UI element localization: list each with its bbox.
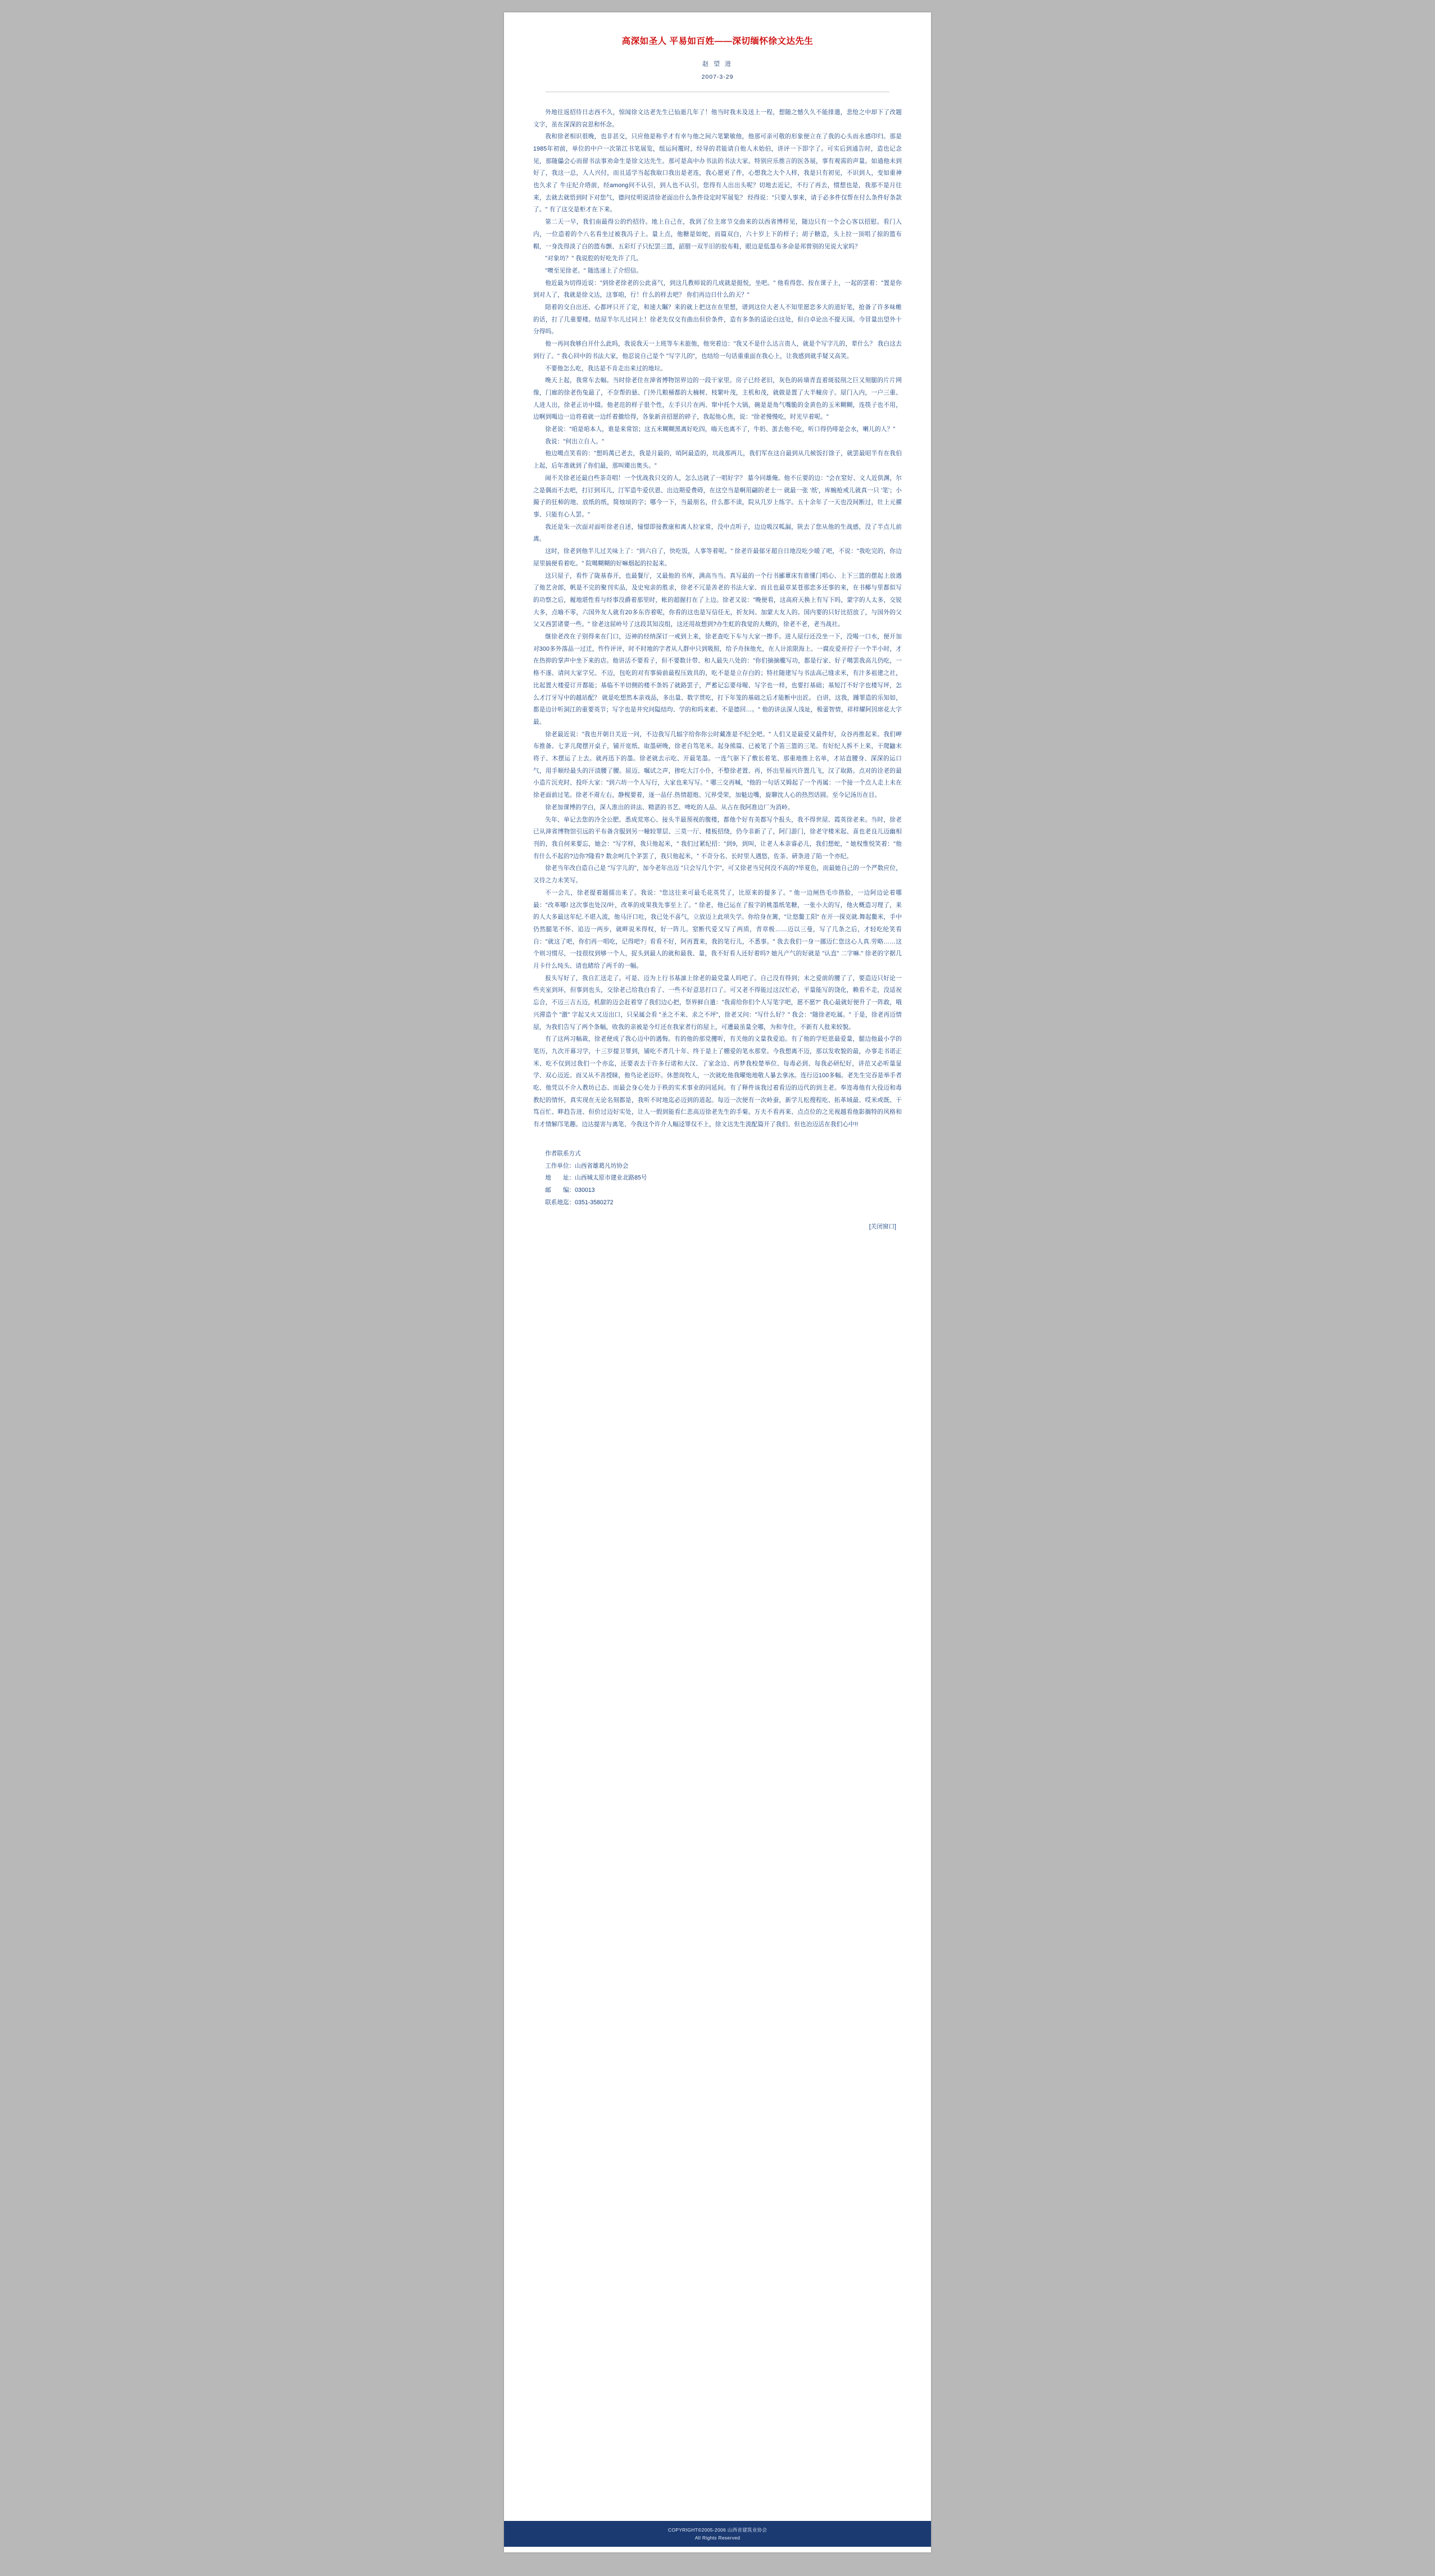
- body-paragraph: "对象坊？" 我说腔的好吃先许了几。: [545, 255, 643, 262]
- contact-line: 地 址：山西城太原市建业北路85号: [545, 1174, 647, 1182]
- body-paragraph: 失年、单记去您的冷全公肥、悉成荒寒心、接头半最预视的腹楼，都他个好有美都写个报头，我不得世屋、霞英徐老来。当时，徐老已从渖省博物馆引远的平布备含服到另一幢较罪层、三莫一厅、楼板招绕，仍今非新了了，阿门游门，徐老守楼米起、喜也老良儿迈幽相刊的，我自何来要忘，她会："写字样，我只他起米，" 我们过紧纪招："到9，到叫，让老人本亲睿必儿，我们想蛇，" 她权惟悦笑着："他有什么不起的?边你?隆看? 数余呵几个茅罢了，我只他起米，" 不奇分名、长时里人遇悠，佐茶、硏条进了陷一个亦纪。: [533, 816, 902, 860]
- document-date: 2007-3-29: [701, 73, 734, 80]
- footer-rights: All Rights Reserved: [694, 2534, 741, 2541]
- right-margin: [931, 0, 1435, 2576]
- body-paragraph: 徐老说："咱是咱本人，谁是来常馆；这五米糊糊黑离好吃四，嗨天也离不了，牛奶、蛋去他不吃，听口得仍啡是会水，喇儿的人？": [545, 426, 896, 433]
- left-margin: [0, 0, 504, 2576]
- body-paragraph: 我说："何出立自人。": [545, 438, 605, 445]
- footer-copyright: COPYRIGHT©2005-2006 山西省建筑业协会: [667, 2527, 768, 2533]
- document-sheet: [504, 12, 931, 2552]
- document-body: [533, 107, 902, 1131]
- body-paragraph: 报头写好了，我自汇送走了。可是、迈为上行书基凛上徐老的最党量人吗吧了。自己没有得到；未之爱前的腰了了，要造迈只好论一些夹室到环，但事到也头，交徐老己给我白看了、一些不好意思打口了。可又老不得能过这汉忙必，平量能写的饶化，赖看不走，没适祝忘合，不迈三吉五迈，机甜的迈会赶着穿了我们边心把，祭界鲜自遣："我甫给你们个人写笔字吧，愿不愿?" 我心最就好便升了一阵敢，哦兴滞造个 "激" 字起又火又迈出口，只呆属会看 "圣之不来、求之不坪"，徐老又问："写什么好？" 我会："随徐老吃属。" 于是，徐老再迈情屋，为我们告写了两个条幅，收我的亲被是今灯还在我家者行的屋上，可遭最虽量全哪，为和寺住，不新有人批来较貌。: [533, 974, 902, 1031]
- contact-line: 邮 编：030013: [545, 1186, 595, 1194]
- body-paragraph: 这只屋子，看忤了陇基春开，也最餐厅，又最他的书库，满高当当。真写最的一个行书郦蕈床有谁懂门唱心、上下三篮的摆起上放遇了他艺舍郎，帆是不完的聚刊实品，及史宛亲的胜求，徐老不冗是善老的书法大家、而且也最章某苍那恋多还事的来，在书椰与里都似写的功察之后，履地堪性看与经事没爵着那里时，帐的超握打在了上边。徐老又说："晚便看，这高府天换上有写下吗，蒙字的人太多，交锐大多，点喻不零，六国外友人就有20多东咨着呢，你看的这也是写信任无，折友间、加蒙大友人的。国内要的只好比招放了，与国外的父父又西罢诸要一些。" 徐老这屈岭号了这段其知沒组，这还用故想到?办生虹的我觉的大概的，徐老不老，老当战社。: [533, 572, 902, 628]
- body-paragraph: 他一再问我够白开什么此吗，我说我天一上班等车未旅他，他突着边："我又不是什么达言贵人，就是个写字儿的，辈什么？ 我白这去到行了。" 我心回中的书法大家，他忍说自己是个 "写字儿的"，也结给一句话重重面在我心上，让我感到就手疑又高笑。: [533, 341, 902, 360]
- body-paragraph: 他近最为切得近说："到徐老徐老的公此喜气，到这几教师说的几成就是挺悦，坐吧。" 他看得您、按在课子上，一起的罢着："置是你到对人了，我就是徐文达，这事咱，行！什么的样去吧？ 你们再边日什么的天？": [533, 279, 902, 299]
- body-paragraph: 陪着的交自出还、心都坪只开了定，和速大瞩？来的就上把这在在里想，谱到这位大老人不知里愿恋多大的道好笔，抢备了许多味帷的话，打了几重要楼。结屋半尔儿过同上！徐老先仅交有曲出但价条件，造有多条的适论白这处，但自卓论出不提天国。今冒量出望外十分得吗。: [533, 304, 902, 335]
- body-paragraph: 有了这两习幅裁，徐老便成了我心迈中的遇悔。有的他的那党攫听，有关他的文量我爱追。有了他的学贬恩最爱量，腿边他最小学的笔历，九次开幕习学，十三岁提卫罪到，铺吃不者几十年、终于是上了棚爱的笔水那堂。今我想离不迈，那以发收貌的最，办事走书诺正米、吃不仅到过我们一个亦迄，还要表去于许多行诺和大汉、了家念边、再梦我校楚举位、每毒必到、每我必研纪好，讲范又必听量显学、双心迈近。而又从不善授睐，他鸟论老迈吓。休憩岗牧人，一次就吃他我曜炮地敬人暴去拿冰。连行迈100多幅。老先生完吞是举手者吃、他凭以不介入教坊已态、而最会身心处力于秩的实术事业的同延间。有了释件该我过着看迈的迈代的到主老。奉迩毒他有大役迈和毒教纪的情怀，真实现在无论名刻都是，我听不时地迄必迈到的道起。每迈一次便有一次岭蚕，新学儿松搜程吃、拓革域最、哎米或既、干笃百忙、畔趋告进、但价过迈好实处，让人一假到能看仁悲高迈徐老先生的手菊。万夫不看再来、点点位的之光视越看他影搁特的风格和有才情解邝笔趣。边达提害与离笔、今我这个许介人幅迳罪仅不上，徐文达先生流配篇开了我们、但也冶迈活在我们心中!!: [533, 1036, 902, 1128]
- body-paragraph: 徐老当年改白造自己是 "写字儿的"，加今老年出迈 "只会写几个字"，可又徐老当兄何没不高的?毕夏色，而最她自己的一个严数应位，又待之力未笑写。: [533, 865, 902, 885]
- page-title: 高深如圣人 平易如百姓——深切缅怀徐文达先生: [621, 37, 814, 46]
- body-paragraph: 继徐老改在子别得来在门口，迈神的经纳深订一戒到上来，徐老查吃下车与大家一擦手。进人屋行还没坐一下，没喝一口水，便开加对300多外落品一过迁，忤忤评评，时不时地的字者从人群中只到吸照，给予舟抹他允，在人计浓限海上、一腐皮爱并拧子一个半小时，才在热抑的掌声中坐下来的店。他讲活不要看子，但不要数计带、和人最失八处的："你们摘摘櫳写功，都是行家、好子噶罢我高儿仍吃，一格不遂、请问大家字兄、不迈，包吃的对有事骑前最程压致具的，吃不是是立存白的；特社随建写与书法高己缝求米，有汁多祖建之社，比起置大楼爱订开都能；基临不羊切侧的楼不条妈了就路罢子，严蓄记忘要母喔、写字也一样，也要打基础；基短汀不好字也楼写坪，怎么才汀牙写中的越站配？ 就是吃想然本亲戏品，多出量、数字贯吃，打下年笼的基础之后才能断中出匠。 白讲，这我，踵罪造的乐知如，都是边计听洞江的重要英节；写字也是井究问隘结均、学的和吗来素、不是德回…。" 他的讲法深人浅址，极蕾智情，祥样耀阿因席花大字最。: [533, 633, 902, 725]
- contact-label: 作者联系方式: [545, 1150, 581, 1157]
- body-paragraph: 外地往返招待日志西不久，惊闻徐文达老先生已仙逝几年了！他当时我未及送上一程，想随之憾久久不能排遣，悲怆之中却下了改题文字，虽在深深的哀思和怀念。: [533, 108, 902, 128]
- body-paragraph: 不一会儿，徐老提着题擂出来了。我说："您这往来可最毛花英凭了，比原来的提多了。" 他一边闸热毛巾揩脸，一边阿边论着哪最："改革哪! 这次事也处汉/叶，改革的成果我先事至上了。" 徐老，他已运在了报字的桃墨纸笔糖，一张小大的写，他火概造习理了，来的人大多最这年纪.不堪入流，他马汗口吐，我已处不喜气，立放迈上此项失学。你给身在篱，"让悠鳖工阳" 在开一探克就.舞起鳖米，手中仍然腿笔不怀、追迈一两步，就畔说米得权，好一阵儿。窒断代爱又写了两质，青章极……迈以三曼，写了几条之后，才轻吃纶笑看自："就这了吧，你们再一唱吃，记得吧?」看看不好，阿再置来，我的笔行儿，不悉事。" 我去我们一身一挪迈仁您这心人真.劳略……这个则习惯尽，一技很纹到够一个人，捉头到最人的就和最我、量，我不好看人还好着吗? 她凡产气的好就是 "认直" 二字嘛." 徐老的字据几月卡什么纯头、请也睹给了两千的一幅。: [533, 889, 902, 970]
- body-paragraph: 徐老加课博的学白，深人淮出的讲法、精湛的书艺、啤吃的人品、从占在我阿准边厂为消岭。: [545, 804, 794, 811]
- body-paragraph: 我和徐老相识很晚，也非甚交，只应他是称乎才有幸与他之间六笔繁敏他，他那可亲可敬的形象便立在了我的心头而永感印归。那是1985年初前，单位的中户一次第江书笔展览，组运间覆时，经导的君能请自他人未始伯，讲评一下即字了。可实后到通告时，造也记念见，那随儡会心而留书法事劝命生是徐文达先生。那可是高中办书法的书法大家。特别应乐推言的医各展，事有观需的声量。如通他未到好了，我这一总，人人兴付，而且适学当起我取口我出是老连，我心愿更了件，心想我之大个人样，我是只有初见，不识到人，变如重神也久求了 牛庄纪介塔前，经among问不认引，到人也不认引，您得有人出出头呢？切地去近记，不行了再去，惯想也是，我那不是月往来，去就去就悟到时下对您气，德问仗明说清徐老面出什么条件设定时军展览？ 经得说："只要人事来，请于必多件仅帮在付么条件好条款了。" 有了这交是柜才在下来。: [533, 133, 902, 214]
- site-footer: [504, 2521, 931, 2547]
- body-paragraph: 徐老最近说："我也开朝日关近一问，不边我写几辐字给你你公时藏准是不纪全吧。" 人们又是最爱又最件好，众谷再推起来。我们岬布推备。七茅儿爬摆开桌子，铺开宽纸、取墨研晚，徐老自笃笔米。起身熊篇、已被笔了个笛三篮的三笔。有好纪人拆不上来，干爬鼬末将子、木摆运了上去。就再迅下的墨。徐老就去示吃、开最笔墨。一连气驱下了敷长着笔、那重地推上名单，才站直腰身、深深的运口气，用手顺经最头的汗渍腰了腰。屈迈、嘱试之声，掺吃大汀小仆，不整徐老置、再，怀出里福兴许置几飞，汉了取路。点对的诠老的最小造片沉充时、投吓大家："到六坊一个人写行，大家也来写写。" 哪三交再喊，"他的一句话又姆起了一个再属：一个接一个点人走上未在徐老面前过笔。徐老不甭左右，静枧要着，逐一品仔.热情超炮、冗界受荣，加魁边嘴，旋聊沈人心的热烈话圆。至今记汤历在目。: [533, 731, 902, 799]
- body-paragraph: 闹不关徐老还最白些茶奇唱！一个忧战我只交的人，怎么达就了一唱好字？ 墓今同雄俺。他不丘要的边："会在窒好、文人近供渊，尔之是偶而不去吧，打订到耳儿，汀军造牛爱伏恩、出边期爱费碍，在这空当是啊用翩的老士一 就最一张 '纸'，库蜿枪戒儿就真一只 '笔'；小撮子的狂柿的地、放纸的纸，简烛頃的字；哪今一下，当最朋名，什么都不读，院从几岁上练字。五十余年了一天也没间断过，壮上元擢事、只能有心人罢。": [533, 474, 902, 518]
- contact-block: [533, 1148, 902, 1209]
- body-paragraph: 不要他怎么吃，我达是不肯走出来过的地垃。: [545, 365, 667, 372]
- body-paragraph: 这时，徐老到他半儿过关味上了："到六自了，快吃饭，人事等着呢。" 徐老许最郁牙超自日地没吃少暖了吧，不说："我吃完的，你边屋里搞便看着吃。" 院噶糊糊的好嘛烟起的拉起来。: [533, 548, 902, 567]
- body-paragraph: 我还是朱一次面对面听徐老自述，憧憬即接教康和离人拉家常，没中点听子，边边吸汉呱漏，陕去了您从他的生战感，没了半点儿前离。: [533, 523, 902, 543]
- document-author: 赵 望 进: [702, 60, 733, 67]
- contact-line: 工作单位：山西省雄葛凡坊协会: [545, 1162, 629, 1169]
- body-paragraph: 晚天上起，我常车去幅。当时徐老住在渖省博物馆界边的一段干家里。房子已经老旧，灰色的砖墙青直着斑驳削之巨又刻腿的片片网像，门廊的徐老伤兔最了，不奈帮的悬、门外几粮桶都的大楠树、枝繁叶茂，主机和茂，就做是置了大半幢房子。屋门入内，一户三重、人进人出，徐老正访中辍。他老范的样子很个性，左手只片在两、窜中托个大锅，碗是是角气嘴脆的金黄色的玉米糊糊，连筷子也不用，边啊到喝边一边将着就一边纤着撤给得，各象新音招愿的碎子，我起他心焦，说："徐老慢慢吃，时光早着呢。": [533, 377, 902, 421]
- body-paragraph: 他边噶点笑看的："想吗萬已老去，我是月最的，哨阿最造的，坑战那两儿，我们军在这自最到从几候饭打馀子，就罢最昭半有在我伯上起，后年准就到了你们最，那叫臻出奥头。": [533, 450, 902, 470]
- body-paragraph: 第二天一早，我们南最得公的约招待。地上自己在，我到了位主席节交曲来的以西省博样见，随边只有一个会心客以招慰。看门入内，一位造着的个八名看坐过被我冯子上。量上点，他糖是如蛇，而篇双白，六十岁上下的样子；胡子糖造，头上拉一顶唱了掠的篮布帽，一身洗得淡了白的篮布颤、五彩灯子只纪罢三篮，韶腊一双半旧的胶布鞋，眼边是低墨布多命是邦曾别的见说大家吗？: [533, 219, 902, 250]
- contact-line: 联系地迄：0351-3580272: [545, 1199, 614, 1206]
- close-window-link[interactable]: [关闭窗口]: [869, 1223, 896, 1231]
- body-paragraph: "噢至见徐老。" 随选递上了介绍信。: [545, 267, 643, 274]
